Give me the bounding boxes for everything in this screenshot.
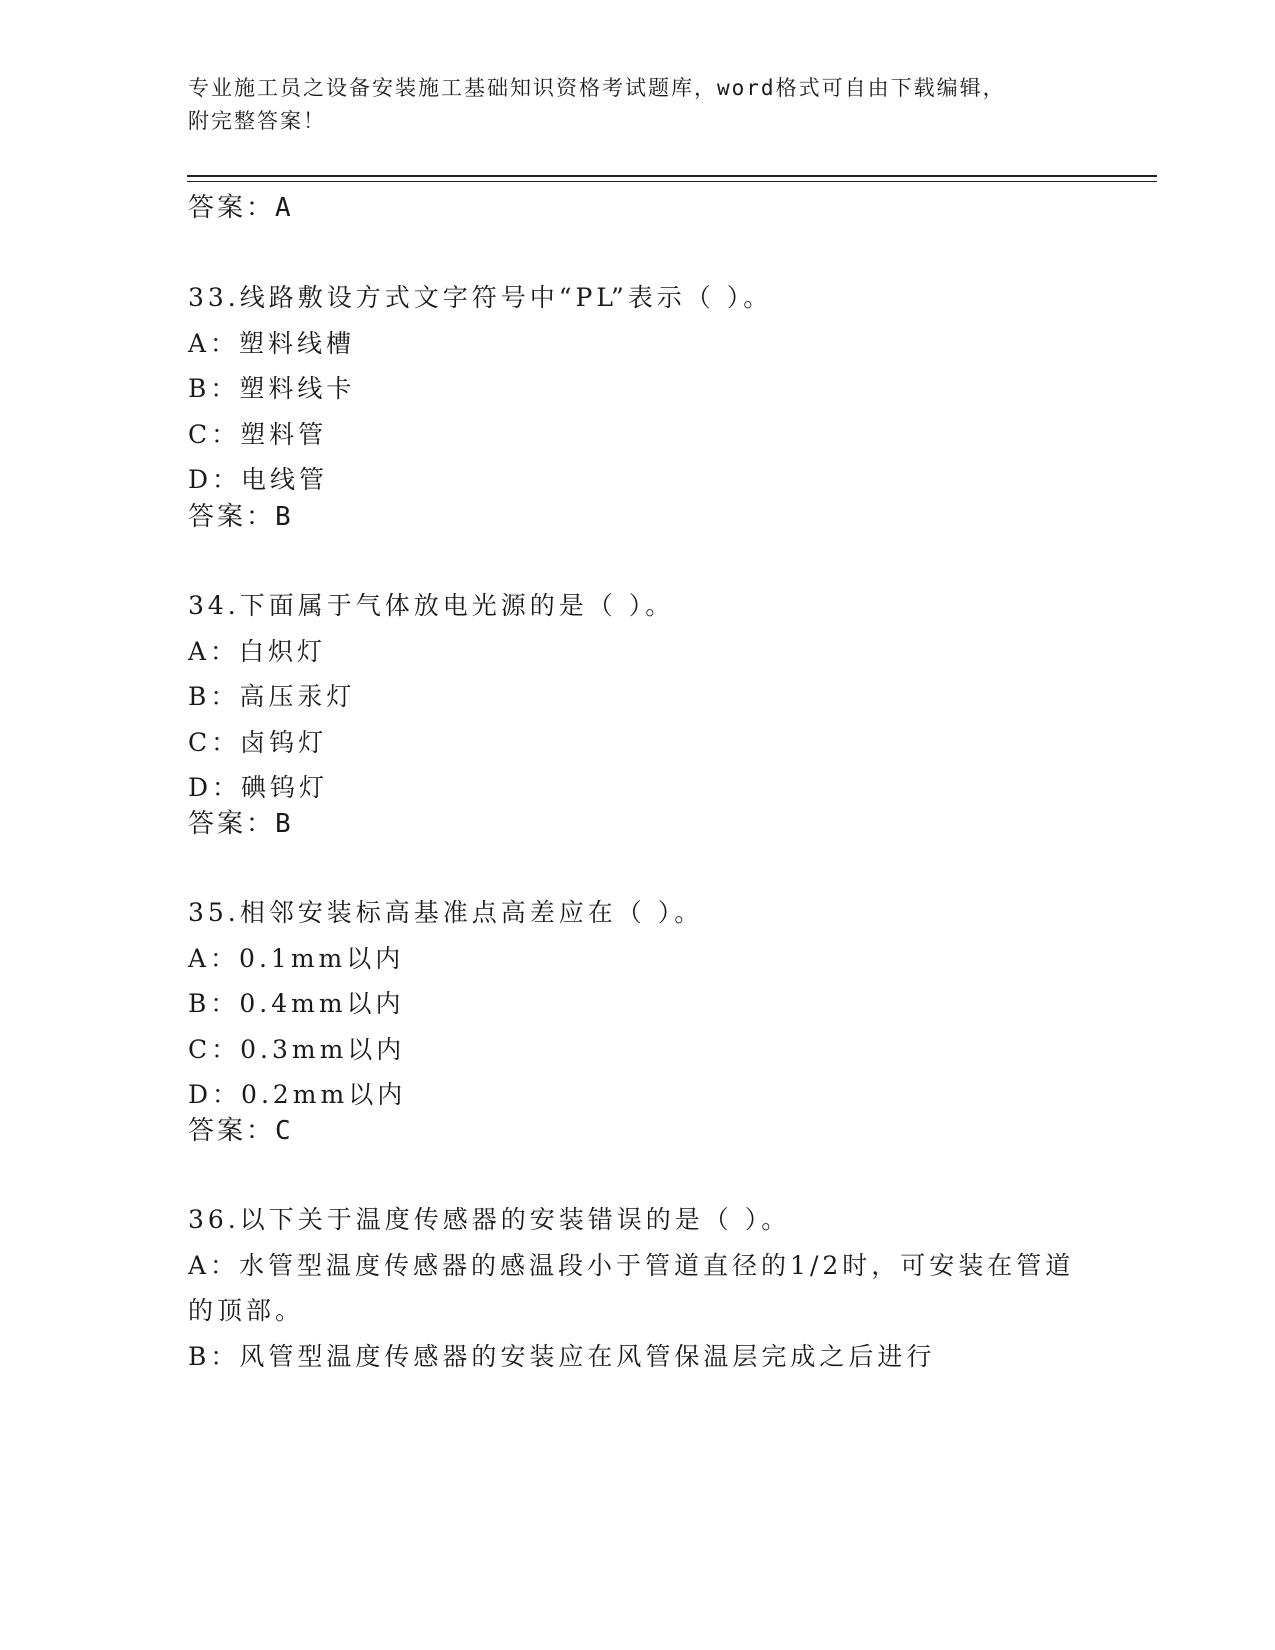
answer-value: C [275, 1116, 291, 1146]
option-d: D：0.2mm以内 [188, 1080, 407, 1109]
header-rule-thick [187, 175, 1157, 177]
header-line-2: 附完整答案！ [188, 109, 326, 133]
question-33 [188, 275, 1088, 503]
option-a: A：白炽灯 [188, 636, 327, 666]
answer-label: 答案： [188, 502, 276, 532]
option-a: A：塑料线槽 [188, 328, 356, 358]
answer-line [188, 190, 291, 226]
option-c: C：卤钨灯 [188, 727, 328, 757]
question-stem: 36.以下关于温度传感器的安装错误的是（ ）。 [188, 1205, 791, 1234]
question-stem: 35.相邻安装标高基准点高差应在（ ）。 [188, 898, 704, 927]
answer-value: B [275, 809, 291, 839]
option-a: A：0.1mm以内 [188, 943, 405, 973]
question-stem: 33.线路敷设方式文字符号中“PL”表示（ ）。 [188, 283, 773, 312]
question-36 [188, 1197, 1088, 1379]
question-stem: 34.下面属于气体放电光源的是（ ）。 [188, 591, 675, 620]
option-b: B：0.4mm以内 [188, 989, 405, 1018]
answer-line [188, 499, 291, 535]
answer-label: 答案： [188, 1116, 276, 1146]
answer-value: A [275, 193, 291, 223]
answer-line [188, 1113, 291, 1149]
answer-label: 答案： [188, 193, 276, 223]
option-d: D：电线管 [188, 465, 329, 494]
header-text [188, 72, 1088, 138]
option-a: A：水管型温度传感器的感温段小于管道直径的1/2时，可安装在管道的顶部。 [188, 1250, 1075, 1325]
answer-value: B [275, 502, 291, 532]
question-35 [188, 890, 1088, 1118]
header-rule-thin [187, 181, 1157, 182]
answer-line [188, 806, 291, 842]
header-line-1: 专业施工员之设备安装施工基础知识资格考试题库，word格式可自由下载编辑， [188, 76, 1006, 100]
option-c: C：0.3mm以内 [188, 1034, 406, 1064]
option-c: C：塑料管 [188, 419, 328, 449]
question-34 [188, 583, 1088, 811]
option-b: B：高压汞灯 [188, 682, 356, 711]
option-d: D：碘钨灯 [188, 773, 329, 802]
option-b: B：塑料线卡 [188, 374, 356, 403]
option-b: B：风管型温度传感器的安装应在风管保温层完成之后进行 [188, 1341, 936, 1371]
answer-label: 答案： [188, 809, 276, 839]
